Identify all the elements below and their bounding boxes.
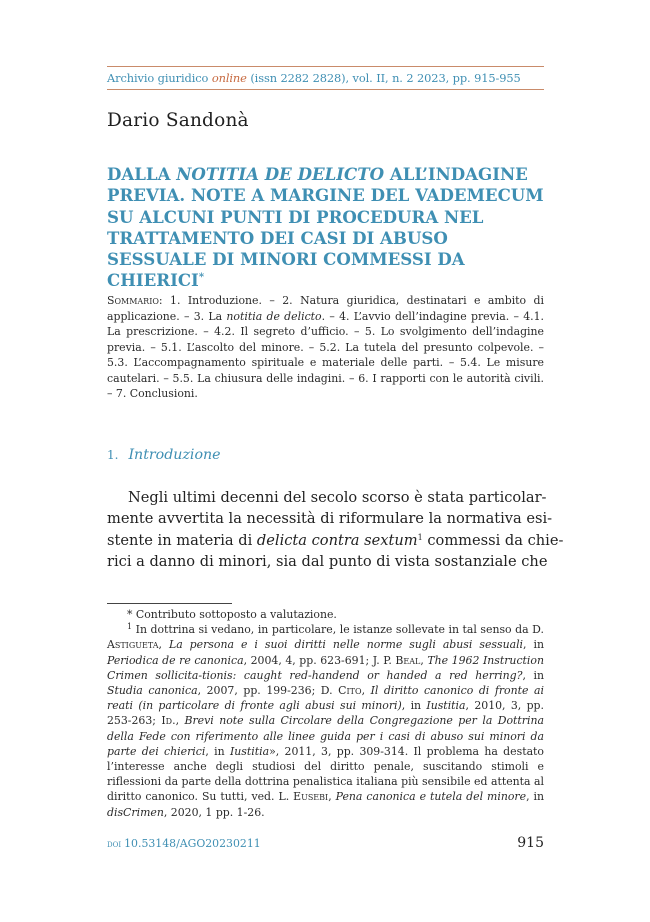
fn1-text: », 2011, 3, pp. 309-314. Il problema ha destato l’interesse anche degli studiosi del diritto penale, suscitando stimoli e riflessioni da parte della dottrina penalistica italiana più sensibile ed attenta al diritto canonico. Su tutti, ved. L. (107, 744, 544, 804)
body-line-3-italic: delicta contra sextum (256, 531, 418, 549)
fn1-journal: Iustitia (229, 744, 270, 758)
journal-online: online (211, 71, 247, 85)
title-part-2: ALL’INDAGINE PREVIA. NOTE A MARGINE DEL VADEMECUM SU ALCUNI PUNTI DI PROCEDURA NEL TRATTAMENTO DEI CASI DI ABUSO SESSUALE DI MINORI COMMESSI DA CHIERICI (107, 164, 544, 291)
fn1-journal: Iustitia (426, 699, 466, 713)
journal-details: (issn 2282 2828), vol. II, n. 2 2023, pp. 915-955 (246, 71, 521, 85)
fn1-work: Pena canonica e tutela del minore (335, 790, 527, 804)
fn1-text: , in (205, 744, 230, 758)
fn1-text: , (158, 638, 169, 652)
summary-text-italic: notitia de delicto (226, 309, 322, 323)
fn1-text: , in (526, 790, 544, 804)
header-bottom-rule (107, 89, 544, 90)
fn1-author: Eusebi (293, 790, 329, 804)
body-line-3-b: commessi da chie- (422, 531, 564, 549)
fn1-text: , 2007, pp. 199-236; D. (197, 684, 339, 698)
fn1-text: , (361, 684, 371, 698)
article-title (107, 164, 547, 292)
body-line-3 (107, 530, 564, 551)
body-line-3-a: stente in materia di (107, 531, 257, 549)
body-paragraph (107, 487, 564, 573)
fn1-text: , in (523, 638, 544, 652)
fn1-text: , in (401, 699, 427, 713)
page-number: 915 (517, 835, 544, 851)
fn1-text: In dottrina si vedano, in particolare, le istanze sollevate in tal senso da D. (132, 623, 544, 637)
footnotes (107, 607, 544, 820)
fn1-text: , (420, 653, 428, 667)
fn1-work: Brevi note sulla Circolare della Congregazione per la Dottrina della Fede con riferimento alle linee guida per i casi di abuso sui minori da parte dei chierici (107, 714, 544, 758)
summary (107, 293, 544, 402)
title-part-1: DALLA (107, 164, 177, 184)
fn1-journal: disCrimen (107, 805, 164, 819)
fn1-work: Il diritto canonico di fronte ai reati (in particolare di fronte agli abusi sui minori) (107, 684, 544, 713)
journal-header (107, 71, 544, 85)
fn1-text: , 2020, 1 pp. 1-26. (163, 805, 265, 819)
author-name: Dario Sandonà (107, 110, 249, 131)
journal-name: Archivio giuridico (107, 71, 212, 85)
doi-value[interactable]: 10.53148/AGO20230211 (124, 837, 261, 850)
title-footnote-mark[interactable]: * (198, 272, 205, 284)
fn1-text: , 2010, 3, pp. 253-263; (107, 699, 544, 728)
footnote-1-mark: 1 (127, 622, 133, 632)
fn1-work: La persona e i suoi diritti nelle norme sugli abusi sessuali (168, 638, 524, 652)
section-title: Introduzione (128, 447, 221, 463)
fn1-author: Cito (338, 684, 362, 698)
footnote-1 (107, 622, 544, 820)
footnote-ref-1[interactable]: 1 (417, 532, 423, 542)
body-line-2: mente avvertita la necessità di riformulare la normativa esi- (107, 510, 553, 528)
footnote-separator (107, 603, 232, 604)
section-number: 1. (107, 448, 119, 462)
body-line-1: Negli ultimi decenni del secolo scorso è stata particolar- (128, 489, 547, 506)
title-italic-part: NOTITIA DE DELICTO (176, 164, 385, 184)
section-heading (107, 447, 221, 463)
doi-footer[interactable] (107, 837, 261, 850)
fn1-journal: Periodica de re canonica (107, 653, 244, 667)
fn1-work: The 1962 Instruction Crimen sollicita-tionis: caught red-handend or handed a red herring? (107, 653, 544, 682)
footnote-star-mark: * (127, 608, 133, 621)
summary-label: Sommario: (107, 294, 163, 307)
fn1-text: , (328, 790, 336, 804)
fn1-author: Astigueta (107, 638, 159, 652)
footnote-star-text: Contributo sottoposto a valutazione. (132, 608, 337, 621)
fn1-journal: Studia canonica (107, 684, 198, 698)
body-line-4: rici a danno di minori, sia dal punto di vista sostanziale che (107, 553, 548, 571)
doi-label: doi (107, 839, 122, 850)
fn1-text: , 2004, 4, pp. 623-691; J. P. (243, 653, 396, 667)
header-top-rule (107, 66, 544, 67)
fn1-text: , in (522, 668, 545, 682)
fn1-author: Beal (395, 653, 421, 667)
fn1-text: , (175, 714, 185, 728)
fn1-author: Id. (161, 714, 176, 728)
footnote-star (107, 607, 544, 622)
summary-text-a: 1. Introduzione. – 2. Natura giuridica, destinatari e ambito di applicazione. – 3. La (107, 294, 544, 323)
summary-text-b: . – 4. L’avvio dell’indagine previa. – 4.1. La prescrizione. – 4.2. Il segreto d’ufficio. – 5. Lo svolgimento dell’indagine previa. – 5.1. L’ascolto del minore. – 5.2. La tutela del presunto colpevole. – 5.3. L’accompagnamento spirituale e materiale delle parti. – 5.4. Le misure cautelari. – 5.5. La chiusura delle indagini. – 6. I rapporti con le autorità civili. – 7. Conclusioni. (107, 309, 544, 400)
